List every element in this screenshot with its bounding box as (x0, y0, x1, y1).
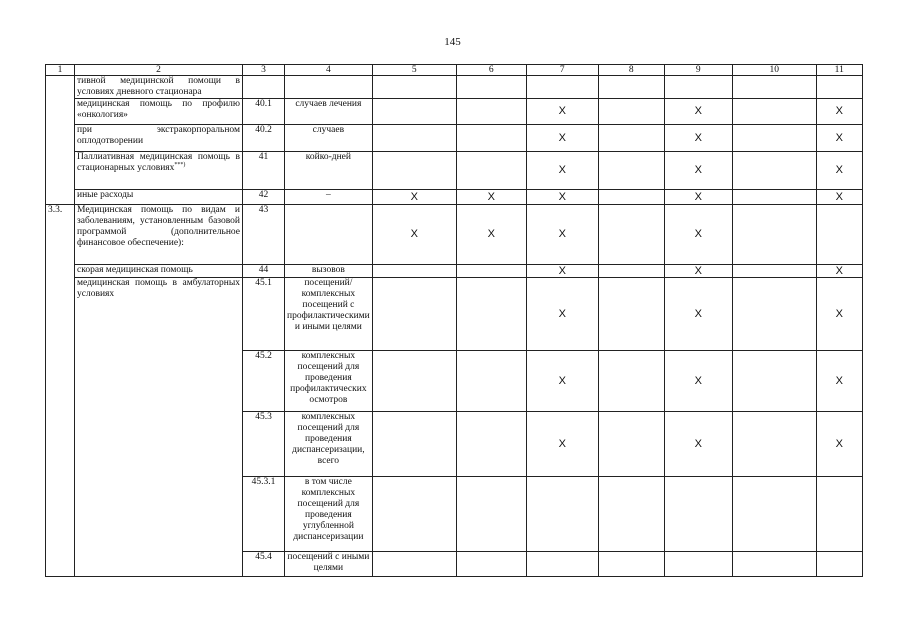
cell-mark: X (816, 125, 862, 152)
cell-mark: X (526, 205, 598, 265)
cell-mark: X (816, 412, 862, 477)
cell-mark (372, 278, 456, 351)
cell-mark (372, 125, 456, 152)
cell-mark: X (664, 152, 732, 190)
table-row (46, 190, 863, 205)
cell-mark (598, 477, 664, 552)
cell-mark (456, 152, 526, 190)
cell-mark: X (664, 265, 732, 278)
cell-mark (456, 99, 526, 125)
cell-mark (456, 412, 526, 477)
row-unit: случаев лечения (285, 99, 373, 125)
row-code: 45.2 (243, 351, 285, 412)
cell-mark (732, 278, 816, 351)
cell-mark (816, 76, 862, 99)
row-code: 45.3 (243, 412, 285, 477)
cell-mark: X (664, 205, 732, 265)
page-number: 145 (444, 36, 461, 48)
cell-mark: X (526, 265, 598, 278)
cell-mark (598, 205, 664, 265)
row-unit: койко-дней (285, 152, 373, 190)
cell-mark (816, 477, 862, 552)
cell-mark (598, 125, 664, 152)
column-number: 11 (816, 65, 862, 76)
cell-mark (456, 265, 526, 278)
table-row (46, 152, 863, 190)
row-unit: в том числе комплексных посещений для проведения углубленной диспансеризации (285, 477, 373, 552)
cell-mark: X (664, 99, 732, 125)
row-unit (285, 205, 373, 265)
cell-mark (732, 351, 816, 412)
column-number: 7 (526, 65, 598, 76)
cell-mark (816, 552, 862, 577)
cell-mark (598, 552, 664, 577)
row-unit: посещений/комплексных посещений с профилактическими и иными целями (285, 278, 373, 351)
cell-mark: X (372, 205, 456, 265)
row-description: Медицинская помощь по видам и заболеваниям, установленным базовой программой (дополнительное финансовое обеспечение): (75, 205, 243, 265)
cell-mark (456, 351, 526, 412)
cell-mark: X (526, 190, 598, 205)
cell-mark (456, 76, 526, 99)
cell-mark (456, 552, 526, 577)
cell-mark: X (526, 351, 598, 412)
section-number (46, 76, 75, 205)
cell-mark (456, 477, 526, 552)
column-number: 9 (664, 65, 732, 76)
cell-mark: X (664, 278, 732, 351)
column-number: 6 (456, 65, 526, 76)
cell-mark (598, 278, 664, 351)
cell-mark: X (456, 205, 526, 265)
cell-mark (598, 152, 664, 190)
row-description: медицинская помощь по профилю «онкология» (75, 99, 243, 125)
row-unit: посещений с иными целями (285, 552, 373, 577)
cell-mark (664, 552, 732, 577)
row-code: 40.2 (243, 125, 285, 152)
cell-mark: X (526, 152, 598, 190)
row-description: скорая медицинская помощь (75, 265, 243, 278)
row-unit: комплексных посещений для проведения диспансеризации, всего (285, 412, 373, 477)
cell-mark (372, 76, 456, 99)
cell-mark (732, 125, 816, 152)
cell-mark (372, 477, 456, 552)
cell-mark (372, 265, 456, 278)
row-unit: вызовов (285, 265, 373, 278)
cell-mark (732, 477, 816, 552)
cell-mark (526, 552, 598, 577)
cell-mark (456, 278, 526, 351)
cell-mark (372, 152, 456, 190)
row-code: 45.3.1 (243, 477, 285, 552)
cell-mark: X (664, 190, 732, 205)
cell-mark (598, 351, 664, 412)
cell-mark: X (664, 125, 732, 152)
cell-mark (598, 265, 664, 278)
column-number: 4 (285, 65, 373, 76)
row-description: иные расходы (75, 190, 243, 205)
column-number: 5 (372, 65, 456, 76)
cell-mark (732, 152, 816, 190)
cell-mark (372, 351, 456, 412)
cell-mark (732, 76, 816, 99)
row-unit (285, 76, 373, 99)
financing-table (45, 64, 863, 577)
row-unit: – (285, 190, 373, 205)
cell-mark: X (816, 190, 862, 205)
cell-mark: X (816, 152, 862, 190)
table-row (46, 265, 863, 278)
table-row (46, 76, 863, 99)
cell-mark (732, 412, 816, 477)
column-number: 3 (243, 65, 285, 76)
column-number-row (46, 65, 863, 76)
row-code: 41 (243, 152, 285, 190)
section-number: 3.3. (46, 205, 75, 577)
cell-mark: X (816, 99, 862, 125)
row-code (243, 76, 285, 99)
cell-mark: X (816, 265, 862, 278)
cell-mark (526, 76, 598, 99)
cell-mark (732, 190, 816, 205)
cell-mark (372, 412, 456, 477)
cell-mark: X (816, 278, 862, 351)
cell-mark (456, 125, 526, 152)
row-code: 42 (243, 190, 285, 205)
table-row (46, 99, 863, 125)
cell-mark: X (526, 278, 598, 351)
row-description: медицинская помощь в амбулаторных условиях (75, 278, 243, 577)
table-row (46, 278, 863, 351)
cell-mark (526, 477, 598, 552)
cell-mark (816, 205, 862, 265)
cell-mark (664, 477, 732, 552)
cell-mark: X (456, 190, 526, 205)
cell-mark: X (664, 351, 732, 412)
cell-mark (732, 99, 816, 125)
cell-mark: X (664, 412, 732, 477)
row-code: 44 (243, 265, 285, 278)
row-description: Паллиативная медицинская помощь в стационарных условиях***) (75, 152, 243, 190)
row-unit: комплексных посещений для проведения профилактических осмотров (285, 351, 373, 412)
cell-mark: X (526, 125, 598, 152)
column-number: 1 (46, 65, 75, 76)
row-unit: случаев (285, 125, 373, 152)
cell-mark: X (372, 190, 456, 205)
cell-mark: X (816, 351, 862, 412)
row-code: 40.1 (243, 99, 285, 125)
cell-mark (372, 552, 456, 577)
table-row (46, 205, 863, 265)
cell-mark (664, 76, 732, 99)
row-description: тивной медицинской помощи в условиях дневного стационара (75, 76, 243, 99)
cell-mark (732, 205, 816, 265)
cell-mark (598, 412, 664, 477)
row-description: при экстракорпоральном оплодотворении (75, 125, 243, 152)
column-number: 2 (75, 65, 243, 76)
cell-mark (732, 552, 816, 577)
cell-mark (598, 190, 664, 205)
cell-mark (372, 99, 456, 125)
cell-mark (598, 76, 664, 99)
row-code: 45.1 (243, 278, 285, 351)
cell-mark: X (526, 99, 598, 125)
column-number: 8 (598, 65, 664, 76)
row-code: 45.4 (243, 552, 285, 577)
cell-mark: X (526, 412, 598, 477)
footnote-mark: ***) (174, 161, 186, 168)
cell-mark (598, 99, 664, 125)
table-row (46, 125, 863, 152)
row-code: 43 (243, 205, 285, 265)
column-number: 10 (732, 65, 816, 76)
cell-mark (732, 265, 816, 278)
